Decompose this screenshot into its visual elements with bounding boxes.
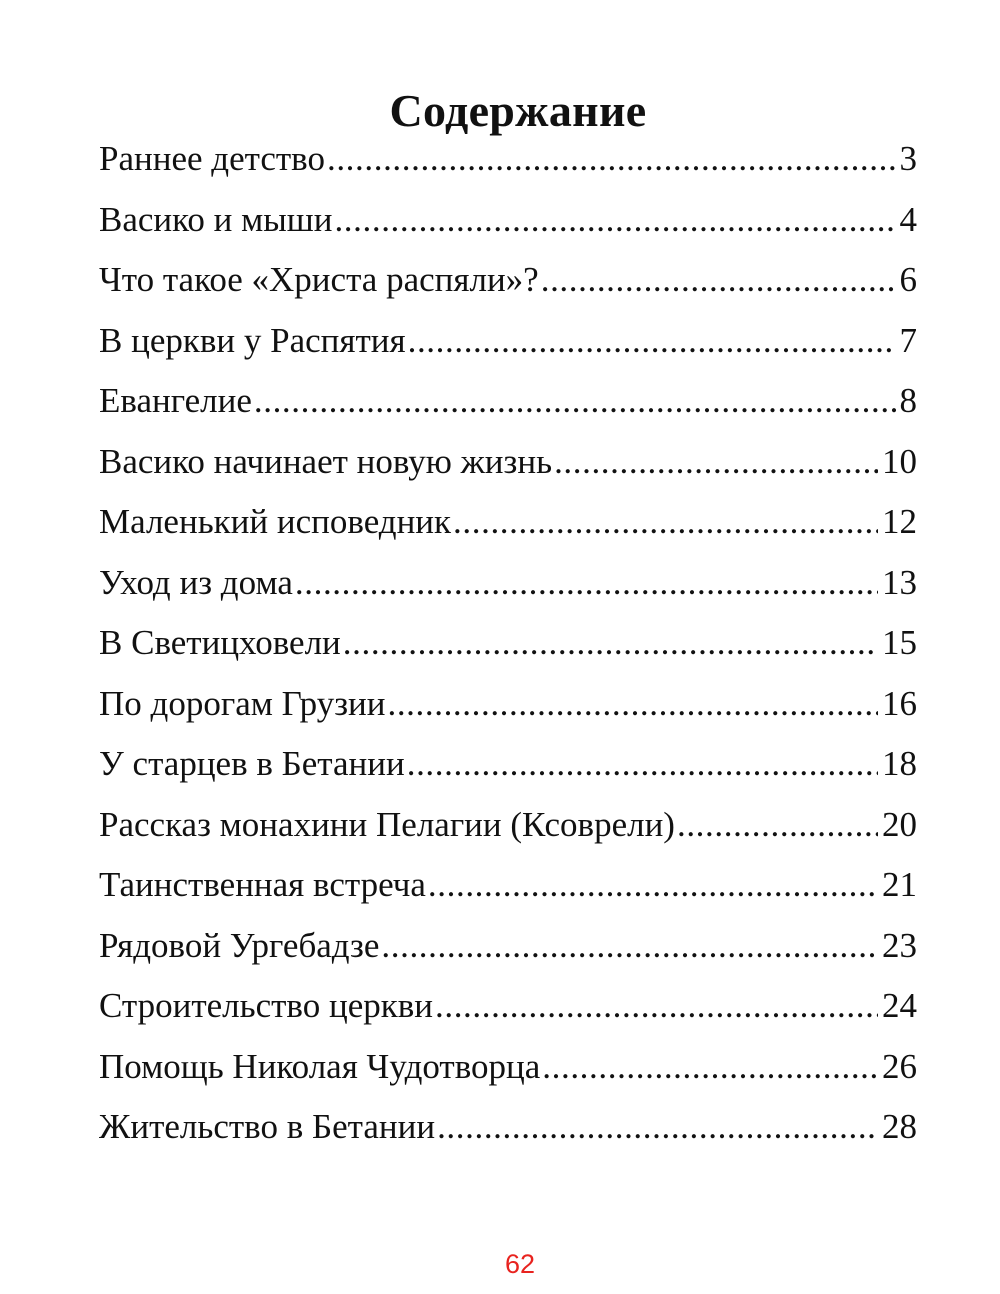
toc-entry-page: 7	[899, 320, 917, 360]
dot-leader	[407, 741, 878, 787]
dot-leader	[554, 439, 878, 485]
dot-leader	[334, 197, 895, 243]
toc-entry-title: Васико начинает новую жизнь	[99, 441, 553, 481]
dot-leader	[343, 620, 878, 666]
toc-entry-title: Уход из дома	[99, 562, 293, 602]
toc-entry	[99, 136, 917, 197]
toc-entry-page: 21	[882, 865, 917, 904]
page-title: Содержание	[389, 84, 647, 136]
toc-entry-title: Что такое «Христа распяли»?	[99, 260, 539, 299]
toc-entry-title: У старцев в Бетании	[99, 744, 405, 783]
toc-entry-title: Строительство церкви	[99, 986, 433, 1025]
toc-entry-page: 16	[882, 683, 917, 723]
toc-entry	[99, 620, 917, 681]
toc-entry-page: 24	[882, 986, 917, 1025]
dot-leader	[428, 862, 878, 908]
toc-entry-page: 6	[899, 260, 917, 299]
toc-entry-page: 20	[882, 804, 917, 844]
toc-entry-title: Рядовой Ургебадзе	[99, 925, 380, 965]
toc-entry-page: 28	[882, 1107, 917, 1146]
dot-leader	[254, 378, 896, 424]
toc-entry	[99, 681, 917, 742]
toc-entry	[99, 1104, 917, 1165]
toc-entry	[99, 741, 917, 802]
page-number: 62	[504, 1249, 536, 1279]
toc-entry-title: Помощь Николая Чудотворца	[99, 1046, 541, 1086]
toc-entry-page: 3	[899, 139, 917, 178]
toc-entry-title: Жительство в Бетании	[99, 1107, 436, 1146]
toc-entry-page: 13	[882, 562, 917, 602]
toc-entry	[99, 499, 917, 560]
toc-entry	[99, 257, 917, 318]
toc-entry-title: Рассказ монахини Пелагии (Ксоврели)	[99, 804, 675, 844]
dot-leader	[677, 802, 878, 848]
dot-leader	[453, 499, 878, 545]
toc-entry-title: Маленький исповедник	[99, 502, 452, 541]
dot-leader	[542, 1044, 878, 1090]
toc-entry	[99, 802, 917, 863]
toc-entry-title: В Светицховели	[99, 623, 341, 662]
toc-entry-title: В церкви у Распятия	[99, 320, 406, 360]
dot-leader	[387, 681, 878, 727]
toc-entry	[99, 439, 917, 500]
toc-entry-title: По дорогам Грузии	[99, 683, 386, 723]
toc-entry	[99, 983, 917, 1044]
toc-entry-page: 8	[899, 381, 917, 420]
table-of-contents	[99, 136, 917, 1165]
toc-entry-page: 26	[882, 1046, 917, 1086]
toc-entry	[99, 378, 917, 439]
dot-leader	[295, 560, 878, 606]
toc-entry	[99, 1044, 917, 1105]
toc-entry	[99, 318, 917, 379]
toc-entry-title: Васико и мыши	[99, 199, 333, 239]
toc-entry-page: 4	[899, 199, 917, 239]
dot-leader	[541, 257, 896, 303]
toc-entry-page: 10	[882, 441, 917, 481]
toc-entry	[99, 923, 917, 984]
dot-leader	[437, 1104, 878, 1150]
toc-entry	[99, 197, 917, 258]
toc-entry	[99, 862, 917, 923]
toc-entry-page: 18	[882, 744, 917, 783]
toc-entry	[99, 560, 917, 621]
dot-leader	[408, 318, 896, 364]
toc-entry-page: 23	[882, 925, 917, 965]
toc-entry-page: 15	[882, 623, 917, 662]
toc-entry-title: Раннее детство	[99, 139, 325, 178]
dot-leader	[381, 923, 878, 969]
toc-entry-title: Евангелие	[99, 381, 252, 420]
toc-entry-title: Таинственная встреча	[99, 865, 426, 904]
toc-entry-page: 12	[882, 502, 917, 541]
dot-leader	[435, 983, 878, 1029]
dot-leader	[327, 136, 896, 182]
